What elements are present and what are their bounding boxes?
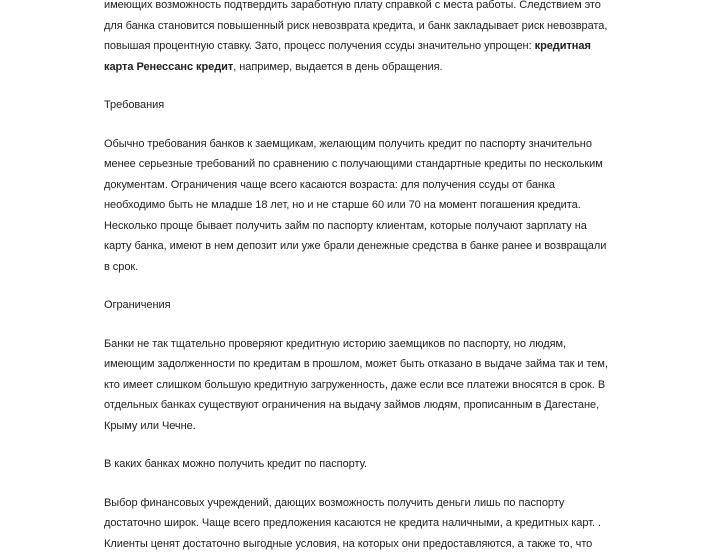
text-line: документам. Ограничения чаще всего касаются возраста: для получения ссуды от банка [104,178,555,191]
text-line: Банки не так тщательно проверяют кредитную историю заемщиков по паспорту, но людям, [104,337,567,350]
text-line: карту банка, имеют в нем депозит или уже брали денежные средства в банке ранее и возвращали [104,240,607,252]
text-line: в срок. [104,260,139,273]
text-line: Несколько проще бывает получить займ по паспорту клиентам, которые получают зарплату на [104,219,587,232]
text-line: менее серьезные требований по сравнению с получающими стандартные кредиты по нескольким [104,158,603,170]
text-line: имеющим задолженности по кредитам в прошлом, может быть отказано в выдаче займа так и тем, [104,358,608,370]
text-line: Выбор финансовых учреждений, дающих возможность получить деньги лишь по паспорту [104,496,565,509]
section-heading-requirements: Требования [104,99,165,111]
bold-phrase: кредитная [534,40,591,52]
requirements-paragraph [104,134,690,278]
text-line: имеющих возможность подтвердить заработную плату справкой с места работы. Следствием это [104,0,601,11]
text-line: Крыму или Чечне. [104,419,196,432]
text-line: отдельных банках существуют ограничения на выдачу займов людям, прописанным в Дагестане, [104,399,600,411]
bold-phrase: карта Ренессанс кредит [104,60,234,73]
section-heading-limitations: Ограничения [104,299,171,311]
text-line: кто имеет слишком большую кредитную загруженность, даже если все платежи вносятся в срок. В [104,378,606,391]
text-line [104,57,690,78]
text-line: Клиенты ценят достаточно выгодные условия, на которых они предоставляются, а также то, что [104,537,593,550]
limitations-paragraph [104,334,690,437]
text-line [104,36,690,57]
section-heading-banks: В каких банках можно получить кредит по паспорту. [104,458,367,470]
text-run: , например, выдается в день обращения. [233,60,443,73]
text-line: достаточно широк. Чаще всего предложения касаются не кредита наличными, а кредитных карт. . [104,517,601,529]
text-line: необходимо быть не младше 18 лет, но и не старше 60 или 70 на момент погашения кредита. [104,199,581,211]
text-line: для банка становится повышенный риск невозврата кредита, и банк закладывает риск невозврата, [104,19,608,32]
banks-paragraph [104,493,690,554]
intro-paragraph [104,0,690,77]
text-line: Обычно требования банков к заемщикам, желающим получить кредит по паспорту значительно [104,137,592,150]
text-run: повышая процентную ставку. Зато, процесс получения ссуды значительно упрощен: [104,40,535,52]
